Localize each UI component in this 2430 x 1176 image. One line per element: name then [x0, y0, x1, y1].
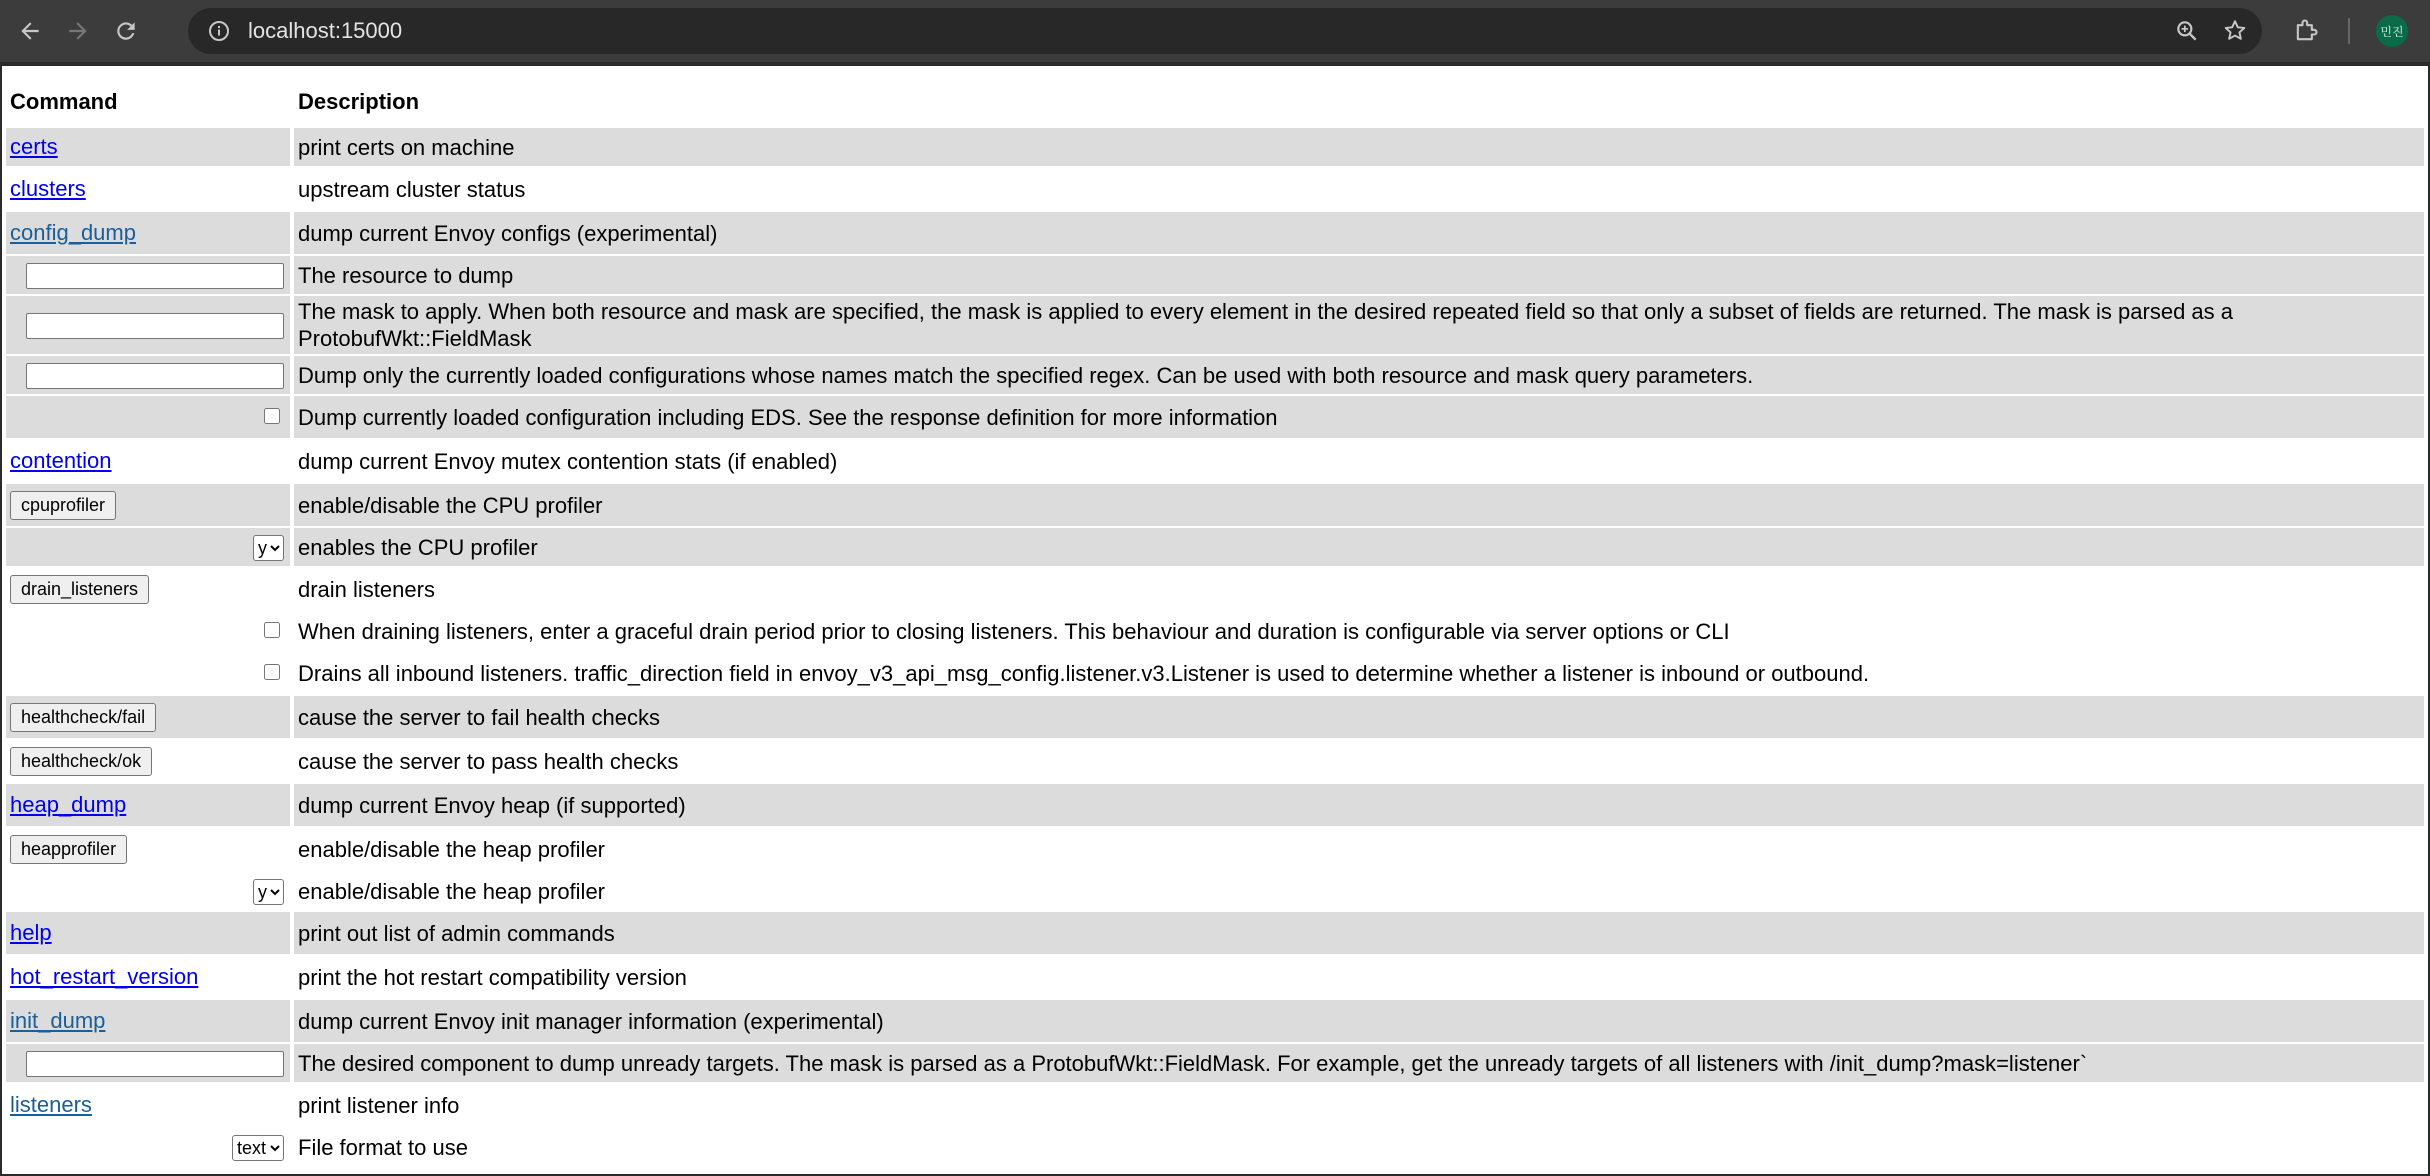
contention-link[interactable]: contention [10, 448, 112, 473]
help-description: print out list of admin commands [294, 912, 2424, 954]
reload-icon [113, 18, 139, 44]
table-row [6, 696, 2424, 738]
extensions-icon[interactable] [2290, 15, 2322, 47]
help-link[interactable]: help [10, 920, 52, 945]
address-url[interactable]: localhost:15000 [248, 18, 403, 43]
table-row [6, 440, 2424, 482]
drain-listeners-description: drain listeners [294, 568, 2424, 610]
listeners-format-description: File format to use [294, 1128, 2424, 1166]
zoom-icon[interactable] [2174, 18, 2200, 44]
heap-dump-description: dump current Envoy heap (if supported) [294, 784, 2424, 826]
header-description: Description [298, 89, 420, 114]
config-dump-resource-description: The resource to dump [294, 256, 2424, 294]
heapprofiler-enable-select[interactable] [253, 879, 284, 905]
init-dump-mask-input[interactable] [26, 1051, 284, 1077]
config-dump-name-regex-description: Dump only the currently loaded configurations whose names match the specified regex. Can be used with both resource and mask query parameters. [294, 356, 2424, 394]
hot-restart-version-link[interactable]: hot_restart_version [10, 964, 199, 989]
clusters-description: upstream cluster status [294, 168, 2424, 210]
reload-button[interactable] [106, 11, 146, 51]
forward-button[interactable] [58, 11, 98, 51]
table-row [6, 956, 2424, 998]
healthcheck-fail-description: cause the server to fail health checks [294, 696, 2424, 738]
config-dump-name-regex-input[interactable] [26, 363, 284, 389]
healthcheck-ok-description: cause the server to pass health checks [294, 740, 2424, 782]
healthcheck-fail-button[interactable]: healthcheck/fail [10, 703, 156, 732]
certs-description: print certs on machine [294, 128, 2424, 166]
cpuprofiler-button[interactable]: cpuprofiler [10, 491, 116, 520]
listeners-link[interactable]: listeners [10, 1092, 92, 1117]
init-dump-link[interactable]: init_dump [10, 1008, 106, 1033]
init-dump-description: dump current Envoy init manager information (experimental) [294, 1000, 2424, 1042]
cpuprofiler-enable-select[interactable] [253, 535, 284, 561]
browser-toolbar [0, 0, 2430, 62]
table-row [6, 528, 2424, 566]
profile-avatar[interactable]: 민진 [2376, 15, 2408, 47]
heapprofiler-button[interactable]: heapprofiler [10, 835, 127, 864]
table-row [6, 784, 2424, 826]
clusters-link[interactable]: clusters [10, 176, 86, 201]
site-info-icon[interactable] [204, 16, 234, 46]
table-row [6, 1084, 2424, 1126]
table-row [6, 356, 2424, 394]
drain-listeners-inboundonly-description: Drains all inbound listeners. traffic_direction field in envoy_v3_api_msg_config.listener.v3.Listener is used to determine whether a listener is inbound or outbound. [294, 652, 2424, 694]
table-row [6, 296, 2424, 354]
page-content [2, 66, 2428, 1174]
table-row [6, 740, 2424, 782]
toolbar-divider [2348, 18, 2350, 44]
config-dump-mask-description: The mask to apply. When both resource and mask are specified, the mask is applied to every element in the desired repeated field so that only a subset of fields are returned. The mask is parsed as a ProtobufWkt::FieldMask [294, 296, 2424, 354]
heapprofiler-description: enable/disable the heap profiler [294, 828, 2424, 870]
cpuprofiler-description: enable/disable the CPU profiler [294, 484, 2424, 526]
table-row [6, 652, 2424, 694]
table-row [6, 396, 2424, 438]
address-bar[interactable] [188, 8, 2262, 54]
heapprofiler-enable-description: enable/disable the heap profiler [294, 872, 2424, 910]
contention-description: dump current Envoy mutex contention stats (if enabled) [294, 440, 2424, 482]
header-command: Command [10, 89, 118, 114]
table-row [6, 872, 2424, 910]
init-dump-mask-description: The desired component to dump unready targets. The mask is parsed as a ProtobufWkt::FieldMask. For example, get the unready targets of all listeners with /init_dump?mask=listener` [294, 1044, 2424, 1082]
hot-restart-version-description: print the hot restart compatibility version [294, 956, 2424, 998]
back-arrow-icon [17, 18, 43, 44]
bookmark-star-icon[interactable] [2222, 18, 2248, 44]
table-row [6, 568, 2424, 610]
table-row [6, 1128, 2424, 1166]
table-row [6, 256, 2424, 294]
healthcheck-ok-button[interactable]: healthcheck/ok [10, 747, 152, 776]
back-button[interactable] [10, 11, 50, 51]
forward-arrow-icon [65, 18, 91, 44]
admin-commands-table [2, 76, 2428, 1168]
config-dump-resource-input[interactable] [26, 263, 284, 289]
table-row [6, 168, 2424, 210]
config-dump-mask-input[interactable] [26, 313, 284, 339]
certs-link[interactable]: certs [10, 134, 58, 159]
drain-listeners-inboundonly-checkbox[interactable] [264, 664, 280, 680]
listeners-description: print listener info [294, 1084, 2424, 1126]
table-row [6, 912, 2424, 954]
drain-listeners-graceful-description: When draining listeners, enter a graceful drain period prior to closing listeners. This behaviour and duration is configurable via server options or CLI [294, 612, 2424, 650]
table-row [6, 612, 2424, 650]
config-dump-description: dump current Envoy configs (experimental) [294, 212, 2424, 254]
table-row [6, 212, 2424, 254]
table-row [6, 484, 2424, 526]
table-row [6, 828, 2424, 870]
heap-dump-link[interactable]: heap_dump [10, 792, 127, 817]
table-row [6, 1044, 2424, 1082]
drain-listeners-button[interactable]: drain_listeners [10, 575, 149, 604]
config-dump-link[interactable]: config_dump [10, 220, 136, 245]
table-row [6, 1000, 2424, 1042]
drain-listeners-graceful-checkbox[interactable] [264, 622, 280, 638]
config-dump-include-eds-description: Dump currently loaded configuration including EDS. See the response definition for more information [294, 396, 2424, 438]
cpuprofiler-enable-description: enables the CPU profiler [294, 528, 2424, 566]
listeners-format-select[interactable] [232, 1135, 284, 1161]
config-dump-include-eds-checkbox[interactable] [264, 408, 280, 424]
table-row [6, 128, 2424, 166]
